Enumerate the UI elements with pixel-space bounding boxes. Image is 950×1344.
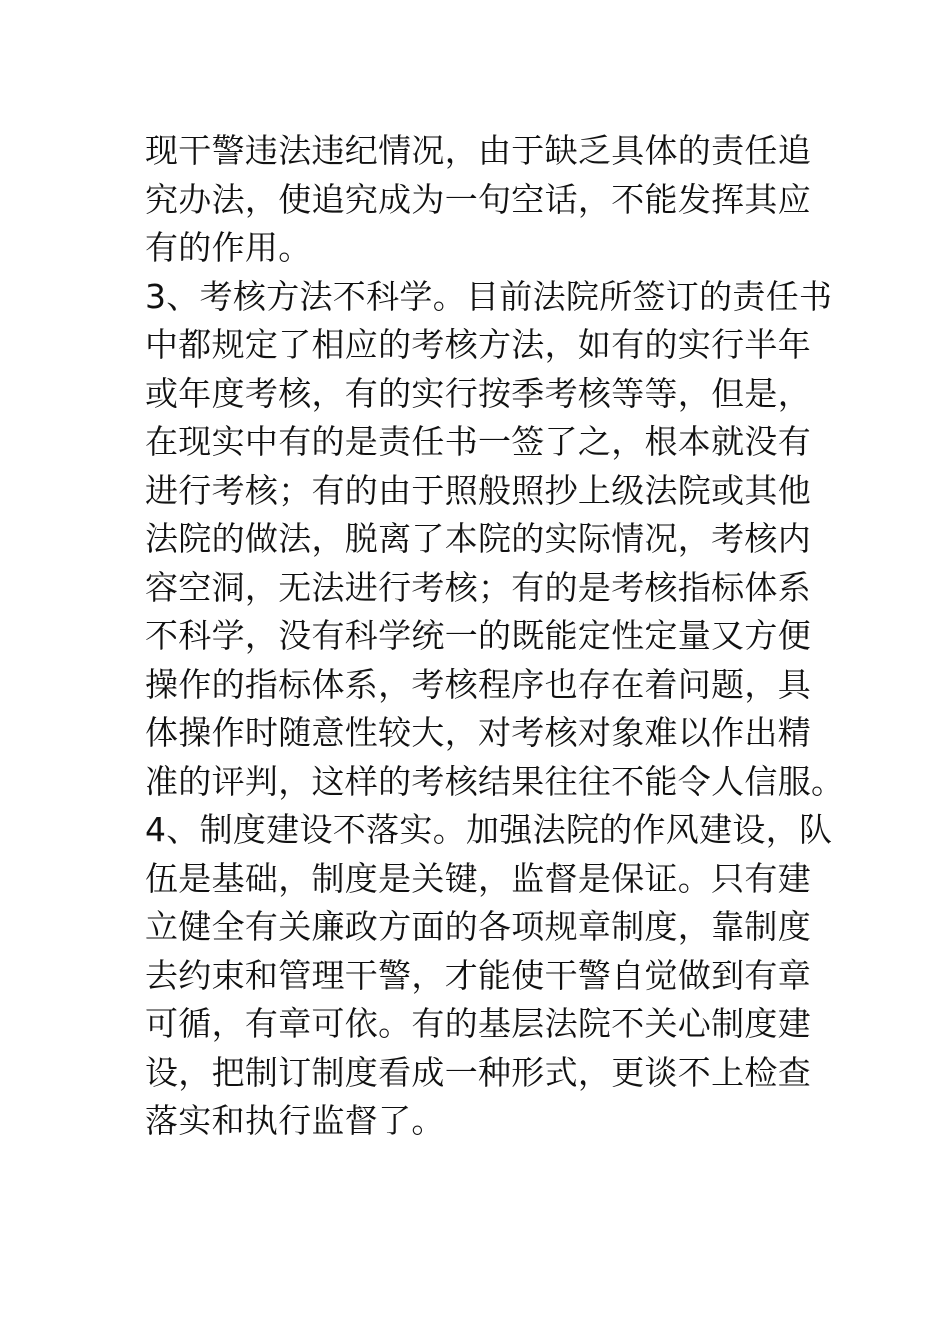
- text-line: 不科学，没有科学统一的既能定性定量又方便: [145, 616, 811, 655]
- text-line: 落实和执行监督了。: [145, 1101, 445, 1140]
- paragraph-system-building: [145, 806, 833, 1146]
- document-body: [145, 127, 845, 1146]
- text-line: 法院的做法，脱离了本院的实际情况，考核内: [145, 519, 811, 558]
- text-line: 3、考核方法不科学。目前法院所签订的责任书: [145, 276, 833, 316]
- paragraph-continuation: [145, 127, 825, 273]
- text-line: 立健全有关廉政方面的各项规章制度，靠制度: [145, 907, 811, 946]
- text-line: 准的评判，这样的考核结果往往不能令人信服。: [145, 761, 845, 801]
- text-line: 有的作用。: [145, 228, 312, 267]
- text-line: 究办法，使追究成为一句空话，不能发挥其应: [145, 179, 811, 219]
- text-line: 去约束和管理干警，才能使干警自觉做到有章: [145, 955, 811, 995]
- text-line: 伍是基础，制度是关键，监督是保证。只有建: [145, 858, 811, 898]
- text-line: 或年度考核，有的实行按季考核等等，但是，: [145, 373, 811, 413]
- text-line: 4、制度建设不落实。加强法院的作风建设，队: [145, 810, 833, 849]
- text-line: 在现实中有的是责任书一签了之，根本就没有: [145, 422, 811, 461]
- text-line: 进行考核；有的由于照般照抄上级法院或其他: [145, 470, 811, 510]
- text-line: 设，把制订制度看成一种形式，更谈不上检查: [145, 1052, 811, 1092]
- text-line: 操作的指标体系，考核程序也存在着问题，具: [145, 664, 811, 704]
- text-line: 中都规定了相应的考核方法，如有的实行半年: [145, 325, 811, 364]
- text-line: 容空洞，无法进行考核；有的是考核指标体系: [145, 567, 811, 607]
- paragraph-assessment-method: [145, 273, 845, 807]
- text-line: 可循，有章可依。有的基层法院不关心制度建: [145, 1004, 811, 1043]
- text-line: 体操作时随意性较大，对考核对象难以作出精: [145, 713, 811, 752]
- text-line: 现干警违法违纪情况，由于缺乏具体的责任追: [145, 131, 811, 170]
